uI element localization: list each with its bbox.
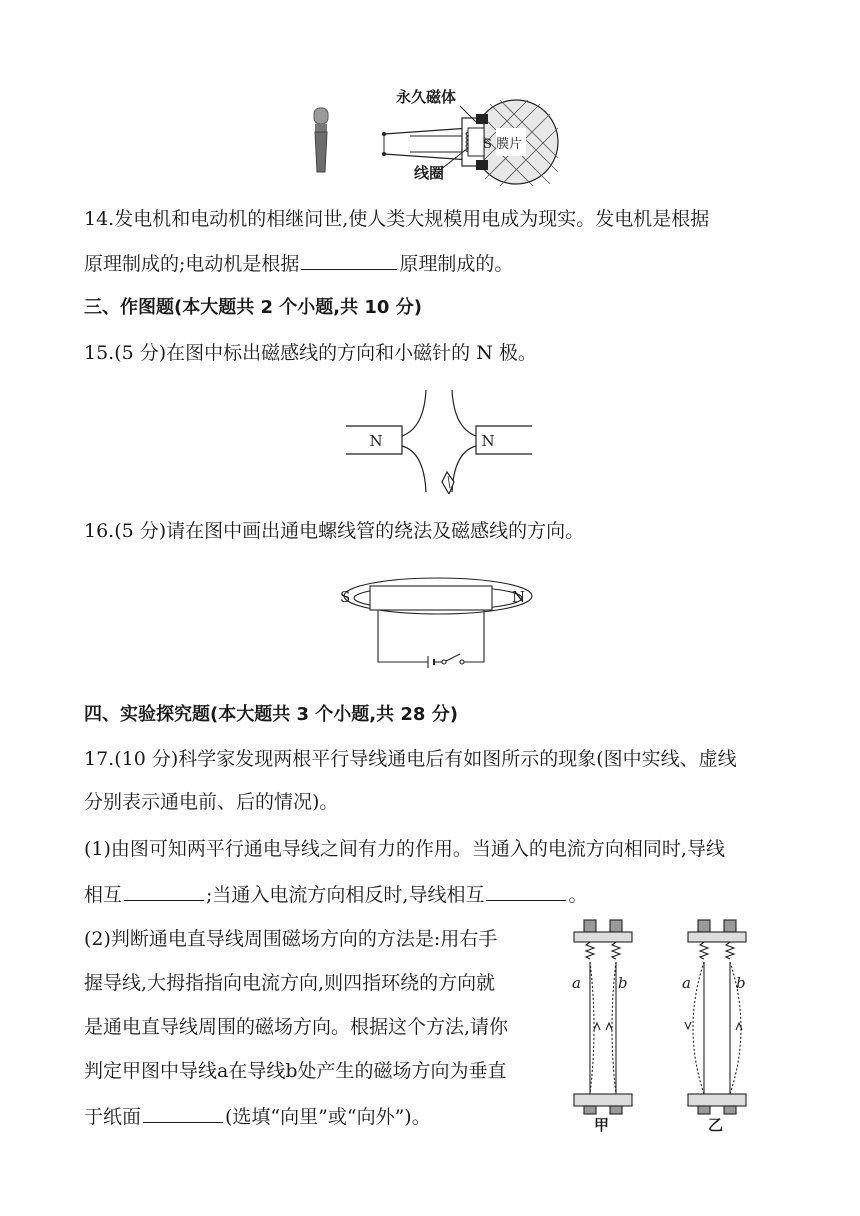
q16-s-label: S — [340, 588, 351, 606]
q15-figure — [346, 388, 532, 494]
q14-blank[interactable] — [301, 249, 397, 270]
q16-n-label: N — [512, 588, 526, 606]
membrane-label: 膜片 — [496, 137, 523, 152]
section-3-heading: 三、作图题(本大题共 2 个小题,共 10 分) — [84, 297, 422, 318]
q17-part2-line4: 判定甲图中导线a在导线b处产生的磁场方向为垂直 — [84, 1060, 507, 1082]
q15-text: 15.(5 分)在图中标出磁感线的方向和小磁针的 N 极。 — [84, 342, 537, 364]
magnet-s-label: S — [483, 137, 492, 152]
q16-figure — [338, 566, 538, 670]
yi-wire-b-label: b — [736, 974, 746, 992]
q17-part2-line2: 握导线,大拇指指向电流方向,则四指环绕的方向就 — [84, 972, 496, 994]
permanent-magnet-label: 永久磁体 — [396, 88, 457, 106]
figure-yi-label: 乙 — [708, 1116, 724, 1134]
q17-line2: 分别表示通电前、后的情况)。 — [84, 791, 339, 813]
q17-p2-text-b: (选填“向里”或“向外”)。 — [225, 1106, 431, 1128]
parallel-wires-diagram — [566, 918, 756, 1134]
microphone-figure — [300, 84, 560, 186]
q14-text-b: 原理制成的。 — [399, 253, 514, 275]
q17-part2-line5 — [84, 1102, 431, 1130]
q17-p1-blank-2[interactable] — [486, 880, 566, 901]
q17-p1-text-c: 。 — [568, 884, 588, 906]
q17-part1-line2 — [84, 880, 587, 908]
q15-magnets-diagram — [346, 388, 532, 494]
q17-part2-line1: (2)判断通电直导线周围磁场方向的方法是:用右手 — [84, 928, 498, 950]
q17-p2-text-a: 于纸面 — [84, 1106, 142, 1128]
parallel-wires-figure — [566, 918, 756, 1134]
q15-right-n-label: N — [481, 432, 495, 450]
q16-text: 16.(5 分)请在图中画出通电螺线管的绕法及磁感线的方向。 — [84, 520, 585, 542]
q14-text-a: 原理制成的;电动机是根据 — [84, 253, 300, 275]
q17-p1-text-a: 相互 — [84, 884, 123, 906]
q17-part1-line1: (1)由图可知两平行通电导线之间有力的作用。当通入的电流方向相同时,导线 — [84, 838, 725, 860]
q17-p2-blank[interactable] — [143, 1102, 223, 1123]
section-4-heading: 四、实验探究题(本大题共 3 个小题,共 28 分) — [84, 704, 458, 725]
jia-wire-a-label: a — [572, 974, 581, 992]
q16-solenoid-diagram — [338, 566, 538, 670]
q17-p1-blank-1[interactable] — [124, 880, 204, 901]
q17-p1-text-b: ;当通入电流方向相反时,导线相互 — [206, 884, 485, 906]
figure-jia-label: 甲 — [594, 1116, 610, 1134]
q17-line1: 17.(10 分)科学家发现两根平行导线通电后有如图所示的现象(图中实线、虚线 — [84, 748, 737, 770]
q17-part2-line3: 是通电直导线周围的磁场方向。根据这个方法,请你 — [84, 1016, 509, 1038]
jia-wire-b-label: b — [618, 974, 628, 992]
q14-line1: 14.发电机和电动机的相继问世,使人类大规模用电成为现实。发电机是根据 — [84, 208, 710, 230]
coil-label: 线圈 — [414, 164, 445, 182]
q15-left-n-label: N — [369, 432, 383, 450]
yi-wire-a-label: a — [682, 974, 691, 992]
q14-line2 — [84, 249, 513, 277]
